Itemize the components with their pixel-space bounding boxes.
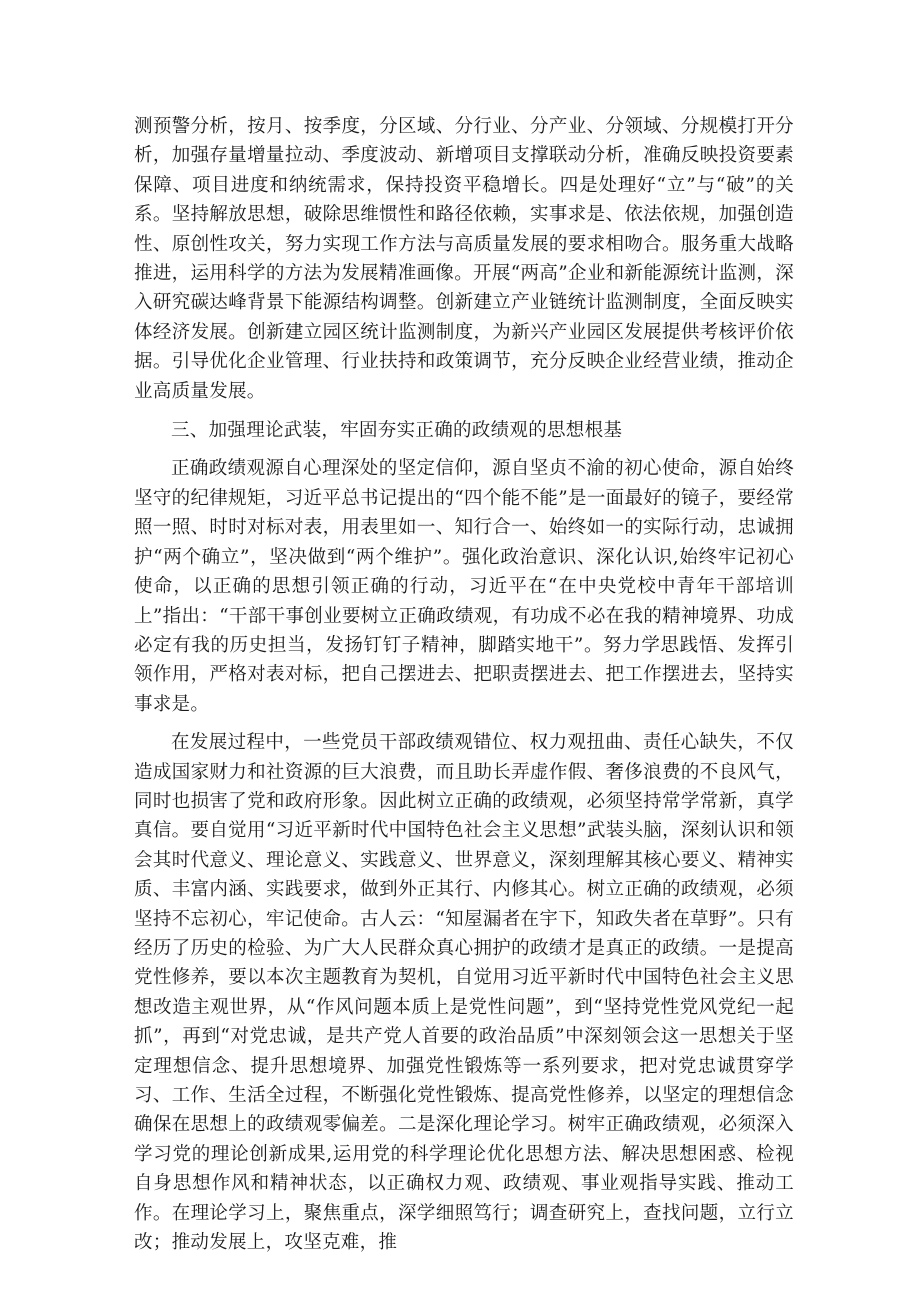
paragraph-2: 正确政绩观源自心理深处的坚定信仰，源自坚贞不渝的初心使命，源自始终坚守的纪律规矩，习近平总书记提出的“四个能不能”是一面最好的镜子，要经常照一照、时时对标对表，用表里如一、知行合一、始终如一的实际行动，忠诚拥护“两个确立”，坚决做到“两个维护”。强化政治意识、深化认识,始终牢记初心使命，以正确的思想引领正确的行动，习近平在“在中央党校中青年干部培训上”指出：“干部干事创业要树立正确政绩观，有功成不必在我的精神境界、功成必定有我的历史担当，发扬钉钉子精神，脚踏实地干”。努力学思践悟、发挥引领作用，严格对表对标，把自己摆进去、把职责摆进去、把工作摆进去，坚持实事求是。 (134, 458, 794, 715)
section-heading: 三、加强理论武装，牢固夯实正确的政绩观的思想根基 (171, 420, 623, 442)
document-body (134, 112, 794, 1257)
paragraph-3: 在发展过程中，一些党员干部政绩观错位、权力观扭曲、责任心缺失，不仅造成国家财力和社资源的巨大浪费，而且助长弄虚作假、奢侈浪费的不良风气，同时也损害了党和政府形象。因此树立正确的政绩观，必须坚持常学常新，真学真信。要自觉用“习近平新时代中国特色社会主义思想”武装头脑，深刻认识和领会其时代意义、理论意义、实践意义、世界意义，深刻理解其核心要义、精神实质、丰富内涵、实践要求，做到外正其行、内修其心。树立正确的政绩观，必须坚持不忘初心，牢记使命。古人云：“知屋漏者在宇下，知政失者在草野”。只有经历了历史的检验、为广大人民群众真心拥护的政绩才是真正的政绩。一是提高党性修养，要以本次主题教育为契机，自觉用习近平新时代中国特色社会主义思想改造主观世界，从“作风问题本质上是党性问题”，到“坚持党性党风党纪一起抓”，再到“对党忠诚，是共产党人首要的政治品质”中深刻领会这一思想关于坚定理想信念、提升思想境界、加强党性锻炼等一系列要求，把对党忠诚贯穿学习、工作、生活全过程，不断强化党性锻炼、提高党性修养，以坚定的理想信念确保在思想上的政绩观零偏差。二是深化理论学习。树牢正确政绩观，必须深入学习党的理论创新成果,运用党的科学理论优化思想方法、解决思想困惑、检视自身思想作风和精神状态，以正确权力观、政绩观、事业观指导实践、推动工作。在理论学习上，聚焦重点，深学细照笃行；调查研究上，查找问题，立行立改；推动发展上，攻坚克难，推 (134, 732, 794, 1254)
paragraph-continued: 测预警分析，按月、按季度，分区域、分行业、分产业、分领域、分规模打开分析，加强存量增量拉动、季度波动、新增项目支撑联动分析，准确反映投资要素保障、项目进度和纳统需求，保持投资平稳增长。四是处理好“立”与“破”的关系。坚持解放思想，破除思维惯性和路径依赖，实事求是、依法依规，加强创造性、原创性攻关，努力实现工作方法与高质量发展的要求相吻合。服务重大战略推进，运用科学的方法为发展精准画像。开展“两高”企业和新能源统计监测，深入研究碳达峰背景下能源结构调整。创新建立产业链统计监测制度，全面反映实体经济发展。创新建立园区统计监测制度，为新兴产业园区发展提供考核评价依据。引导优化企业管理、行业扶持和政策调节，充分反映企业经营业绩，推动企业高质量发展。 (134, 116, 794, 402)
